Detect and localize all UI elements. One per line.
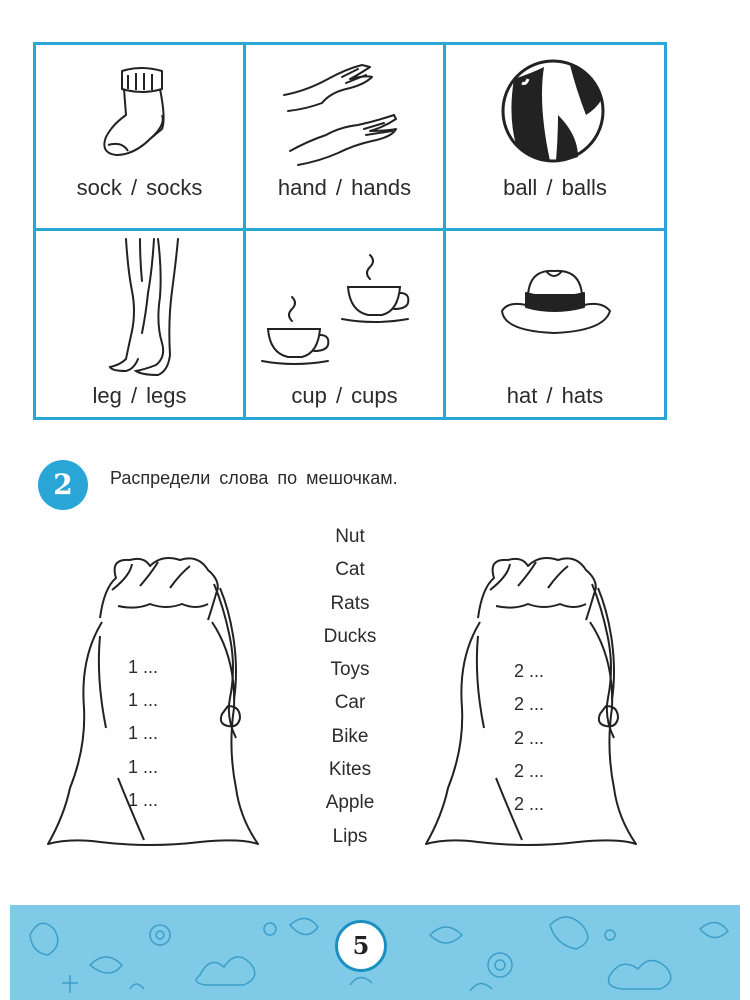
vocab-cell-hand [246, 45, 446, 231]
vocab-cell-ball [446, 45, 664, 231]
blank-slot[interactable]: 2 ... [514, 661, 545, 681]
vocab-caption-ball: ball / balls [503, 175, 607, 200]
vocab-cell-leg [36, 231, 246, 417]
vocab-caption-cup: cup / cups [291, 383, 398, 408]
word-item: Ducks [323, 625, 377, 647]
vocab-caption-hand: hand / hands [277, 175, 412, 200]
blank-slot[interactable]: 1 ... [128, 790, 159, 810]
page-number: 5 [335, 920, 387, 972]
blank-slot[interactable]: 1 ... [128, 690, 159, 710]
blank-slot[interactable]: 2 ... [514, 728, 545, 748]
word-item: Kites [328, 759, 372, 781]
vocab-caption-hat: hat / hats [506, 383, 604, 408]
word-item: Bike [331, 725, 369, 747]
word-item: Rats [330, 592, 370, 614]
word-item: Car [334, 692, 366, 714]
blank-slot[interactable]: 2 ... [514, 761, 545, 781]
vocab-caption-sock: sock / socks [76, 175, 203, 200]
vocab-cell-cup [246, 231, 446, 417]
word-item: Nut [335, 526, 365, 547]
blank-slot[interactable]: 2 ... [514, 794, 545, 814]
exercise-instruction: Распредели слова по мешочкам. [110, 468, 398, 488]
word-list [290, 520, 410, 853]
blank-slot[interactable]: 1 ... [128, 757, 159, 777]
blank-slot[interactable]: 2 ... [514, 694, 545, 714]
word-item: Apple [325, 792, 375, 814]
word-item: Lips [332, 825, 368, 847]
vocab-cell-hat [446, 231, 664, 417]
vocab-caption-leg: leg / legs [92, 383, 187, 408]
exercise-number-badge: 2 [38, 460, 88, 510]
blank-slot[interactable]: 1 ... [128, 657, 159, 677]
word-item: Cat [335, 559, 365, 581]
blank-slot[interactable]: 1 ... [128, 723, 159, 743]
word-item: Toys [330, 659, 370, 681]
vocab-cell-sock [36, 45, 246, 231]
vocabulary-grid [33, 42, 667, 420]
